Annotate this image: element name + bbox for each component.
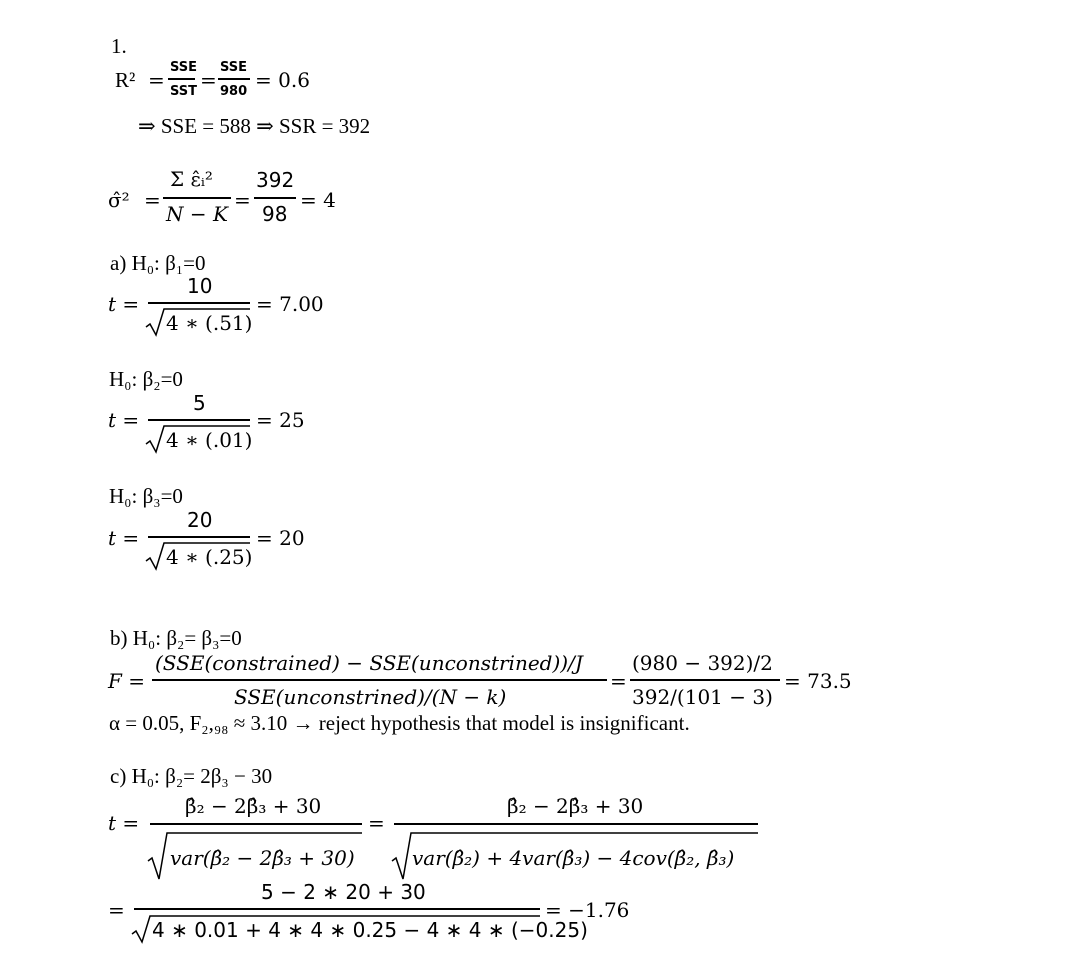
sse-ssr-line: ⇒ SSE = 588 ⇒ SSR = 392 bbox=[138, 114, 371, 138]
r2-frac2-den: 980 bbox=[220, 84, 248, 99]
part-b-equals: = bbox=[610, 669, 627, 693]
beta2-t: t = bbox=[108, 408, 140, 432]
sigma-den1: N − K bbox=[166, 202, 228, 226]
part-b-frac1-bar bbox=[152, 679, 607, 681]
part-c-frac1-bar bbox=[150, 823, 362, 825]
beta2-denominator: 4 ∗ (.01) bbox=[166, 428, 253, 452]
part-a-t: t = bbox=[108, 292, 140, 316]
part-b-num2: (980 − 392)/2 bbox=[632, 651, 773, 675]
part-b-result: = 73.5 bbox=[784, 669, 852, 693]
part-a-result: = 7.00 bbox=[256, 292, 324, 316]
r2-frac2-num: SSE bbox=[220, 60, 248, 75]
r2-result: = 0.6 bbox=[255, 68, 310, 92]
part-c-den3: 4 ∗ 0.01 + 4 ∗ 4 ∗ 0.25 − 4 ∗ 4 ∗ (−0.25) bbox=[152, 918, 588, 942]
r2-frac1-num: SSE bbox=[170, 60, 198, 75]
part-c-num2: β̂₂ − 2β̂₃ + 30 bbox=[507, 794, 644, 818]
sigma-num2: 392 bbox=[256, 168, 295, 192]
part-c-equals: = bbox=[368, 811, 385, 835]
beta2-result: = 25 bbox=[256, 408, 305, 432]
part-c-den2: var(β̂₂) + 4var(β̂₃) − 4cov(β̂₂, β̂₃) bbox=[412, 846, 735, 870]
beta3-frac-bar bbox=[148, 536, 250, 538]
beta3-result: = 20 bbox=[256, 526, 305, 550]
beta2-frac-bar bbox=[148, 419, 250, 421]
part-a-hypothesis: a) H₀: β₁=0 bbox=[110, 251, 206, 275]
part-a-denominator: 4 ∗ (.51) bbox=[166, 311, 253, 335]
part-b-frac2-bar bbox=[630, 679, 780, 681]
part-c-frac3-bar bbox=[134, 908, 540, 910]
sigma-num1: Σ ε̂ᵢ² bbox=[170, 167, 213, 191]
beta2-numerator: 5 bbox=[193, 391, 206, 415]
part-a-frac-bar bbox=[148, 302, 250, 304]
part-c-num3: 5 − 2 ∗ 20 + 30 bbox=[261, 880, 426, 904]
part-c-equals-2: = bbox=[108, 898, 125, 922]
part-c-den1: var(β̂₂ − 2β̂₃ + 30) bbox=[170, 846, 355, 870]
item-number: 1. bbox=[111, 34, 127, 58]
sigma-den2: 98 bbox=[262, 202, 288, 226]
part-b-f: F = bbox=[108, 669, 145, 693]
r2-equals-2: = bbox=[200, 68, 217, 92]
part-c-hypothesis: c) H₀: β₂= 2β₃ − 30 bbox=[110, 764, 273, 788]
r2-frac1-bar bbox=[168, 78, 195, 80]
sigma-hat-symbol: σ̂² bbox=[108, 188, 130, 212]
part-b-num1: (SSE(constrained) − SSE(unconstrined))/J bbox=[155, 651, 583, 675]
part-b-den2: 392/(101 − 3) bbox=[632, 685, 773, 709]
part-b-den1: SSE(unconstrined)/(N − k) bbox=[234, 685, 507, 709]
beta3-hypothesis: H₀: β₃=0 bbox=[109, 484, 183, 508]
beta2-hypothesis: H₀: β₂=0 bbox=[109, 367, 183, 391]
sigma-equals-2: = bbox=[234, 188, 251, 212]
part-b-hypothesis: b) H₀: β₂= β₃=0 bbox=[110, 626, 242, 650]
part-c-frac2-bar bbox=[394, 823, 758, 825]
sigma-frac2-bar bbox=[254, 197, 296, 199]
beta3-denominator: 4 ∗ (.25) bbox=[166, 545, 253, 569]
beta3-t: t = bbox=[108, 526, 140, 550]
r2-frac1-den: SST bbox=[170, 84, 198, 99]
part-c-result: = −1.76 bbox=[545, 898, 630, 922]
sigma-equals: = bbox=[144, 188, 161, 212]
part-c-num1: β̂₂ − 2β̂₃ + 30 bbox=[185, 794, 322, 818]
r2-symbol: R² bbox=[115, 68, 136, 92]
part-a-numerator: 10 bbox=[187, 274, 213, 298]
r2-equals: = bbox=[148, 68, 165, 92]
sigma-result: = 4 bbox=[300, 188, 336, 212]
r2-frac2-bar bbox=[218, 78, 250, 80]
part-b-conclusion: α = 0.05, F₂,₉₈ ≈ 3.10 → reject hypothesis that model is insignificant. bbox=[109, 711, 690, 735]
part-c-t: t = bbox=[108, 811, 140, 835]
beta3-numerator: 20 bbox=[187, 508, 213, 532]
sigma-frac1-bar bbox=[163, 197, 231, 199]
